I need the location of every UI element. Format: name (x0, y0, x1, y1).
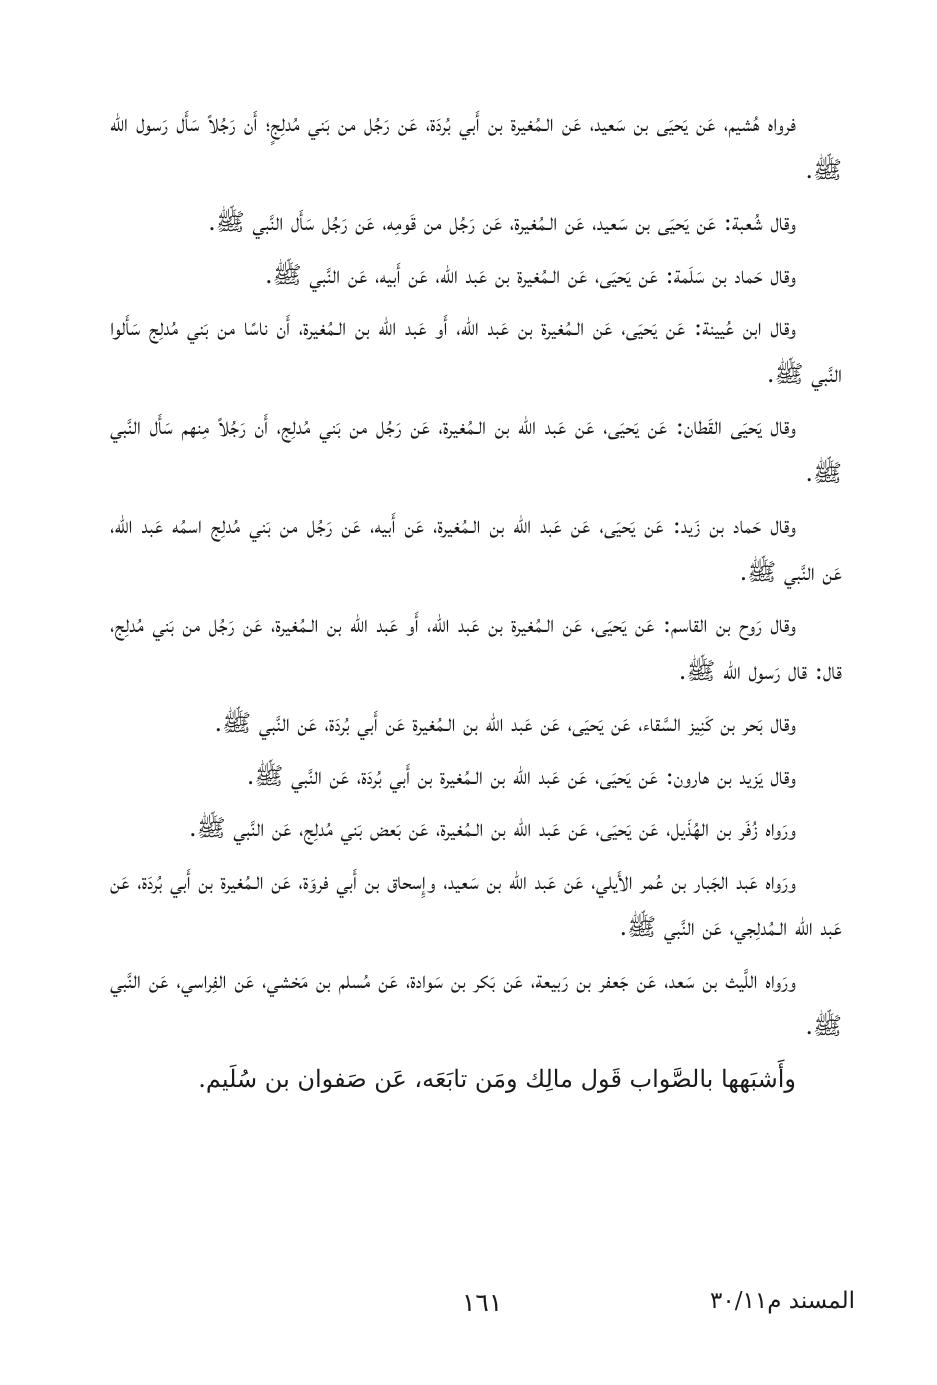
paragraph-3: وقال حَماد بن سَلَمة: عَن يَحيَى، عَن الـمُغيرة بن عَبد الله، عَن أَبيه، عَن النَّبي ﷺ. (265, 260, 796, 289)
body-text (110, 100, 842, 1108)
paragraph-4: وقال ابن عُيينة: عَن يَحيَى، عَن الـمُغيرة بن عَبد الله، أَو عَبد الله بن الـمُغيرة، أَن ناسًا من بَني مُدلِج سَأَلوا النَّبي ﷺ. (110, 313, 842, 388)
paragraph-12: ورَواه اللَّيث بن سَعد، عَن جَعفر بن رَبيعة، عَن بَكر بن سَوادة، عَن مُسلم بن مَخشي، عَن الفِراسي، عَن النَّبي ﷺ. (110, 965, 842, 1040)
paragraph-13: وأَشبَهها بالصَّواب قَول مالِك ومَن تابَعَه، عَن صَفوان بن سُلَيم. (198, 1064, 796, 1093)
paragraph-5: وقال يَحيَى القَطان: عَن يَحيَى، عَن عَبد الله بن الـمُغيرة، عَن رَجُل من بَني مُدلِج، أَن رَجُلاً مِنهم سَأَل النَّبي ﷺ. (110, 412, 842, 487)
page-footer (110, 1288, 855, 1328)
paragraph-8: وقال بَحر بن كَنِيز السَّقاء، عَن يَحيَى، عَن عَبد الله بن الـمُغيرة عَن أَبي بُردَة، عَن النَّبي ﷺ. (214, 709, 796, 737)
paragraph-7: وقال رَوح بن القاسم: عَن يَحيَى، عَن الـمُغيرة بن عَبد الله، أَو عَبد الله بن الـمُغيرة، عَن رَجُل من بَني مُدلِج، قال: قال رَسول الله ﷺ. (110, 610, 842, 685)
paragraph-6: وقال حَماد بن زَيد: عَن يَحيَى، عَن عَبد الله بن الـمُغيرة، عَن أَبيه، عَن رَجُل من بَني مُدلِج اسمُه عَبد الله، عَن النَّبي ﷺ. (110, 511, 842, 586)
paragraph-2: وقال شُعبة: عَن يَحيَى بن سَعيد، عَن الـمُغيرة، عَن رَجُل من قَومِه، عَن رَجُل سَأَل النَّبي ﷺ. (208, 208, 796, 236)
paragraph-1: فرواه هُشيم، عَن يَحيَى بن سَعيد، عَن الـمُغيرة بن أَبي بُردَة، عَن رَجُل من بَني مُدلِجٍ؛ أَن رَجُلاً سَأَل رَسول الله ﷺ. (110, 109, 842, 184)
paragraph-10: ورَواه زُفَر بن الهُذَيل، عَن يَحيَى، عَن عَبد الله بن الـمُغيرة، عَن بَعض بَني مُدلِج، عَن النَّبي ﷺ. (189, 814, 796, 842)
paragraph-11: ورَواه عَبد الجَبار بن عُمر الأَيلي، عَن عَبد الله بن سَعيد، وإِسحاق بن أَبي فروَة، عَن الـمُغيرة بن أَبي بُردَة، عَن عَبد الله الـمُدلِجي، عَن النَّبي ﷺ. (110, 866, 842, 941)
page-number: ١٦١ (462, 1288, 503, 1317)
paragraph-9: وقال يَزيد بن هارون: عَن يَحيَى، عَن عَبد الله بن الـمُغيرة بن أَبي بُردَة، عَن النَّبي ﷺ. (246, 761, 796, 790)
volume-signature: المسند م٣٠/١١ (710, 1288, 855, 1314)
